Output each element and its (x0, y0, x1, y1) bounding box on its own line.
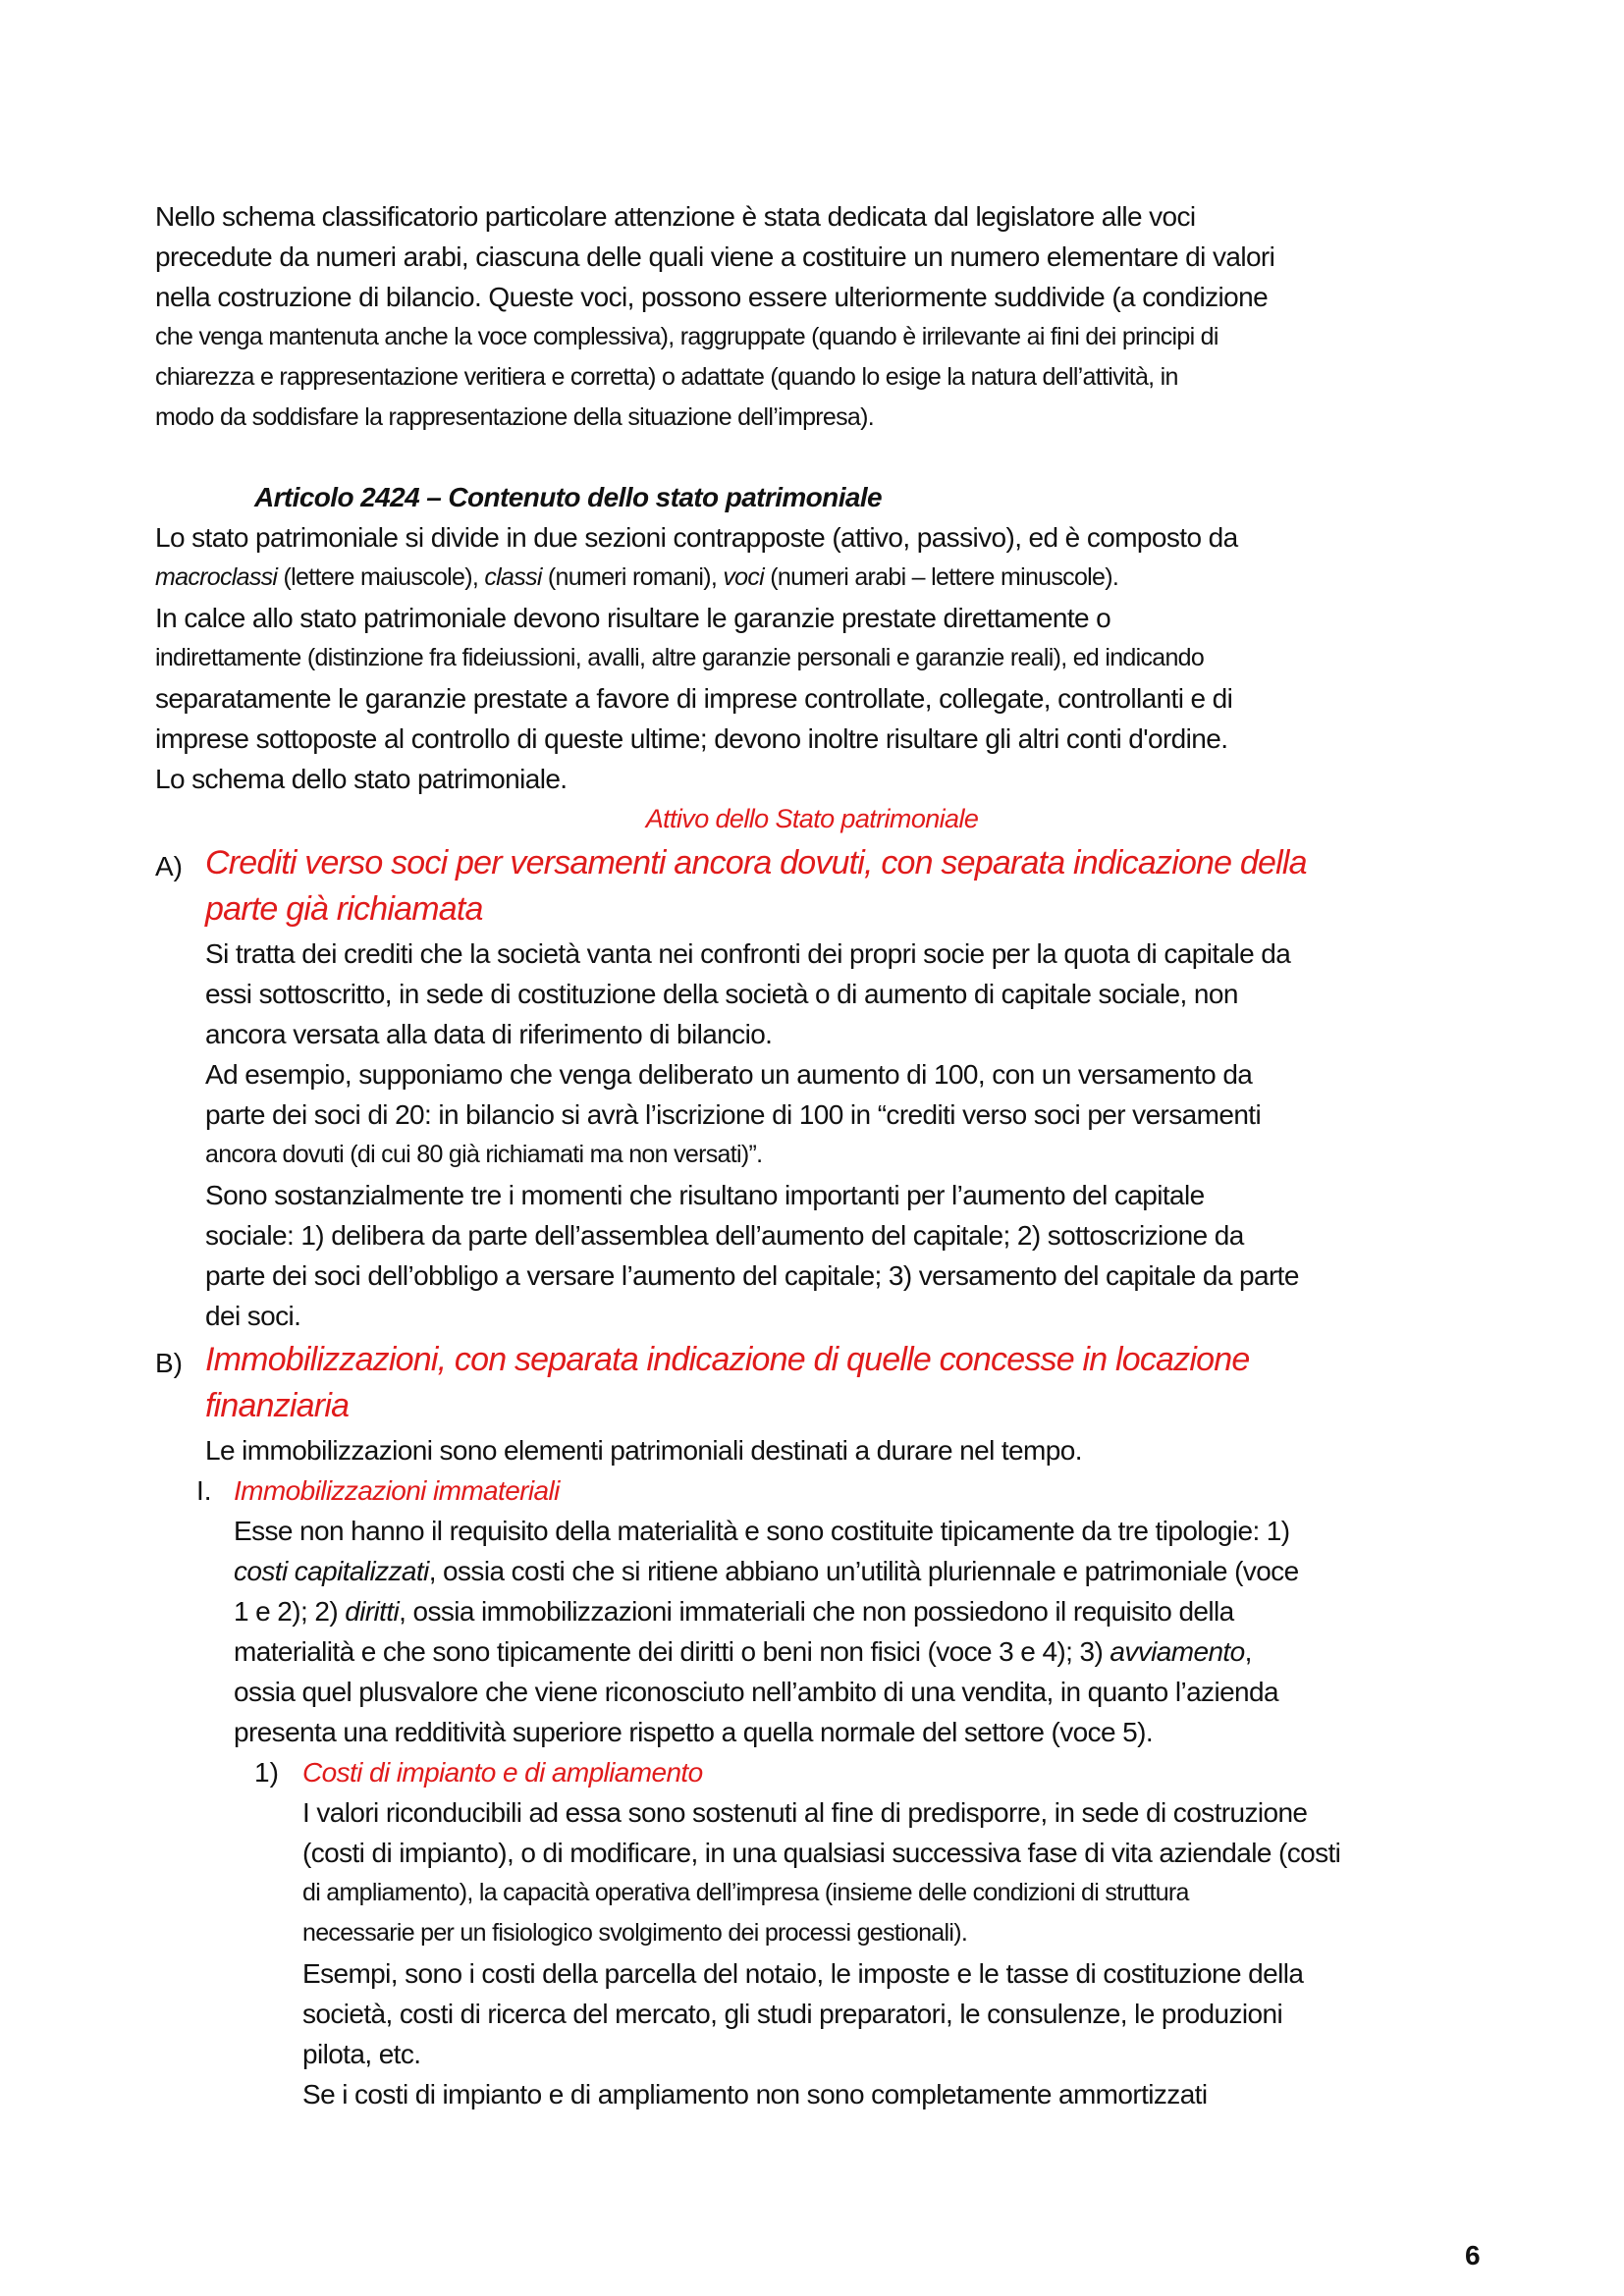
text-line: società, costi di ricerca del mercato, gli studi preparatori, le consulenze, le produzioni (302, 1999, 1283, 2029)
section-a-heading (205, 840, 1307, 933)
item-1-heading-text: Costi di impianto e di ampliamento (302, 1757, 703, 1788)
text-line: ancora dovuti (di cui 80 già richiamati ma non versati)”. (205, 1141, 763, 1168)
text-line: Le immobilizzazioni sono elementi patrimoniali destinati a durare nel tempo. (205, 1435, 1082, 1466)
text-line: Nello schema classificatorio particolare attenzione è stata dedicata dal legislatore alle voci (155, 201, 1196, 232)
article-heading (254, 477, 882, 517)
class-i-marker: I. (196, 1475, 212, 1506)
text-segment: Esse non hanno il requisito della materialità e sono costituite tipicamente da tre tipologie: 1) (234, 1516, 1290, 1546)
section-b-body (205, 1430, 1082, 1470)
text-line: Se i costi di impianto e di ampliamento non sono completamente ammortizzati (302, 2079, 1208, 2109)
text-line (155, 719, 1238, 759)
item-1-body (302, 1792, 1340, 2114)
text-line: modo da soddisfare la rappresentazione della situazione dell’impresa). (155, 403, 875, 431)
text-segment: (numeri arabi – lettere minuscole). (764, 563, 1119, 591)
text-line: ancora versata alla data di riferimento di bilancio. (205, 1019, 773, 1049)
text-segment: Lo stato patrimoniale si divide in due sezioni contrapposte (attivo, passivo), ed è composto da (155, 522, 1238, 553)
class-i-heading-text: Immobilizzazioni immateriali (234, 1475, 560, 1506)
attivo-title-text: Attivo dello Stato patrimoniale (645, 804, 979, 833)
italic-term: classi (484, 563, 542, 591)
text-line: che venga mantenuta anche la voce complessiva), raggruppate (quando è irrilevante ai fini dei principi di (155, 323, 1218, 350)
text-segment: (numeri romani), (541, 563, 724, 591)
text-line: (costi di impianto), o di modificare, in una qualsiasi successiva fase di vita aziendale (costi (302, 1838, 1341, 1868)
page-number: 6 (1465, 2240, 1481, 2270)
text-line (155, 638, 1238, 678)
italic-term: macroclassi (155, 563, 278, 591)
article-heading-text: Articolo 2424 – Contenuto dello stato patrimoniale (254, 482, 882, 512)
text-line: precedute da numeri arabi, ciascuna delle quali viene a costituire un numero elementare di valori (155, 241, 1275, 272)
text-line (234, 1672, 1299, 1712)
text-segment: (lettere maiuscole), (277, 563, 485, 591)
text-line: pilota, etc. (302, 2039, 421, 2069)
text-line: Si tratta dei crediti che la società vanta nei confronti dei propri socie per la quota di capitale da (205, 938, 1291, 969)
text-segment: 1 e 2); 2) (234, 1596, 346, 1627)
italic-term: diritti (345, 1596, 400, 1627)
italic-term: avviamento (1110, 1636, 1245, 1667)
text-segment: , ossia costi che si ritiene abbiano un’utilità pluriennale e patrimoniale (voce (428, 1556, 1299, 1586)
text-segment: ossia quel plusvalore che viene riconosciuto nell’ambito di una vendita, in quanto l’azienda (234, 1677, 1278, 1707)
text-segment: Lo schema dello stato patrimoniale. (155, 764, 568, 794)
article-paragraph (155, 517, 1238, 799)
text-line: finanziaria (205, 1387, 350, 1424)
text-line: parte già richiamata (205, 890, 483, 928)
text-line (155, 598, 1238, 638)
text-line (234, 1712, 1299, 1752)
item-1-marker: 1) (254, 1757, 279, 1788)
item-1-heading (302, 1752, 703, 1792)
text-line: di ampliamento), la capacità operativa dell’impresa (insieme delle condizioni di struttura (302, 1879, 1189, 1906)
text-line: Sono sostanzialmente tre i momenti che risultano importanti per l’aumento del capitale (205, 1180, 1205, 1210)
text-line (155, 558, 1238, 598)
italic-term: voci (723, 563, 765, 591)
section-a-body (205, 934, 1299, 1336)
section-b-marker: B) (155, 1348, 183, 1378)
text-line: sociale: 1) delibera da parte dell’assemblea dell’aumento del capitale; 2) sottoscrizione da (205, 1220, 1244, 1251)
text-segment: , (1244, 1636, 1252, 1667)
text-line: parte dei soci di 20: in bilancio si avrà l’iscrizione di 100 in “crediti verso soci per versamenti (205, 1099, 1262, 1130)
section-a-marker: A) (155, 851, 183, 881)
text-line: chiarezza e rappresentazione veritiera e corretta) o adattate (quando lo esige la natura dell’attività, in (155, 363, 1178, 391)
attivo-title (0, 799, 1624, 839)
text-line: Crediti verso soci per versamenti ancora dovuti, con separata indicazione della (205, 844, 1307, 881)
text-line (234, 1511, 1299, 1551)
class-i-heading (234, 1470, 560, 1511)
text-line: Esempi, sono i costi della parcella del notaio, le imposte e le tasse di costituzione della (302, 1958, 1304, 1989)
text-line: I valori riconducibili ad essa sono sostenuti al fine di predisporre, in sede di costruzione (302, 1797, 1308, 1828)
text-segment: materialità e che sono tipicamente dei diritti o beni non fisici (voce 3 e 4); 3) (234, 1636, 1110, 1667)
text-segment: separatamente le garanzie prestate a favore di imprese controllate, collegate, controllanti e di (155, 683, 1233, 714)
text-segment: In calce allo stato patrimoniale devono risultare le garanzie prestate direttamente o (155, 603, 1111, 633)
text-segment: , ossia immobilizzazioni immateriali che non possiedono il requisito della (399, 1596, 1234, 1627)
text-line (155, 517, 1238, 558)
text-line: parte dei soci dell’obbligo a versare l’aumento del capitale; 3) versamento del capitale da parte (205, 1260, 1299, 1291)
text-line: Immobilizzazioni, con separata indicazione di quelle concesse in locazione (205, 1341, 1250, 1378)
text-line (234, 1591, 1299, 1631)
section-b-heading (205, 1337, 1249, 1429)
text-segment: indirettamente (distinzione fra fideiussioni, avalli, altre garanzie personali e garanzie reali), ed indicando (155, 644, 1205, 671)
text-line: Ad esempio, supponiamo che venga deliberato un aumento di 100, con un versamento da (205, 1059, 1253, 1090)
class-i-body (234, 1511, 1299, 1752)
text-line (155, 678, 1238, 719)
text-segment: imprese sottoposte al controllo di queste ultime; devono inoltre risultare gli altri conti d'ordine. (155, 723, 1228, 754)
intro-paragraph (155, 196, 1274, 438)
text-line: necessarie per un fisiologico svolgimento dei processi gestionali). (302, 1919, 968, 1947)
text-line: dei soci. (205, 1301, 301, 1331)
text-line (155, 759, 1238, 799)
text-line (234, 1551, 1299, 1591)
text-line: essi sottoscritto, in sede di costituzione della società o di aumento di capitale sociale, non (205, 979, 1238, 1009)
text-segment: presenta una redditività superiore rispetto a quella normale del settore (voce 5). (234, 1717, 1154, 1747)
text-line: nella costruzione di bilancio. Queste voci, possono essere ulteriormente suddivide (a condizione (155, 282, 1269, 312)
text-line (234, 1631, 1299, 1672)
italic-term: costi capitalizzati (234, 1556, 429, 1586)
